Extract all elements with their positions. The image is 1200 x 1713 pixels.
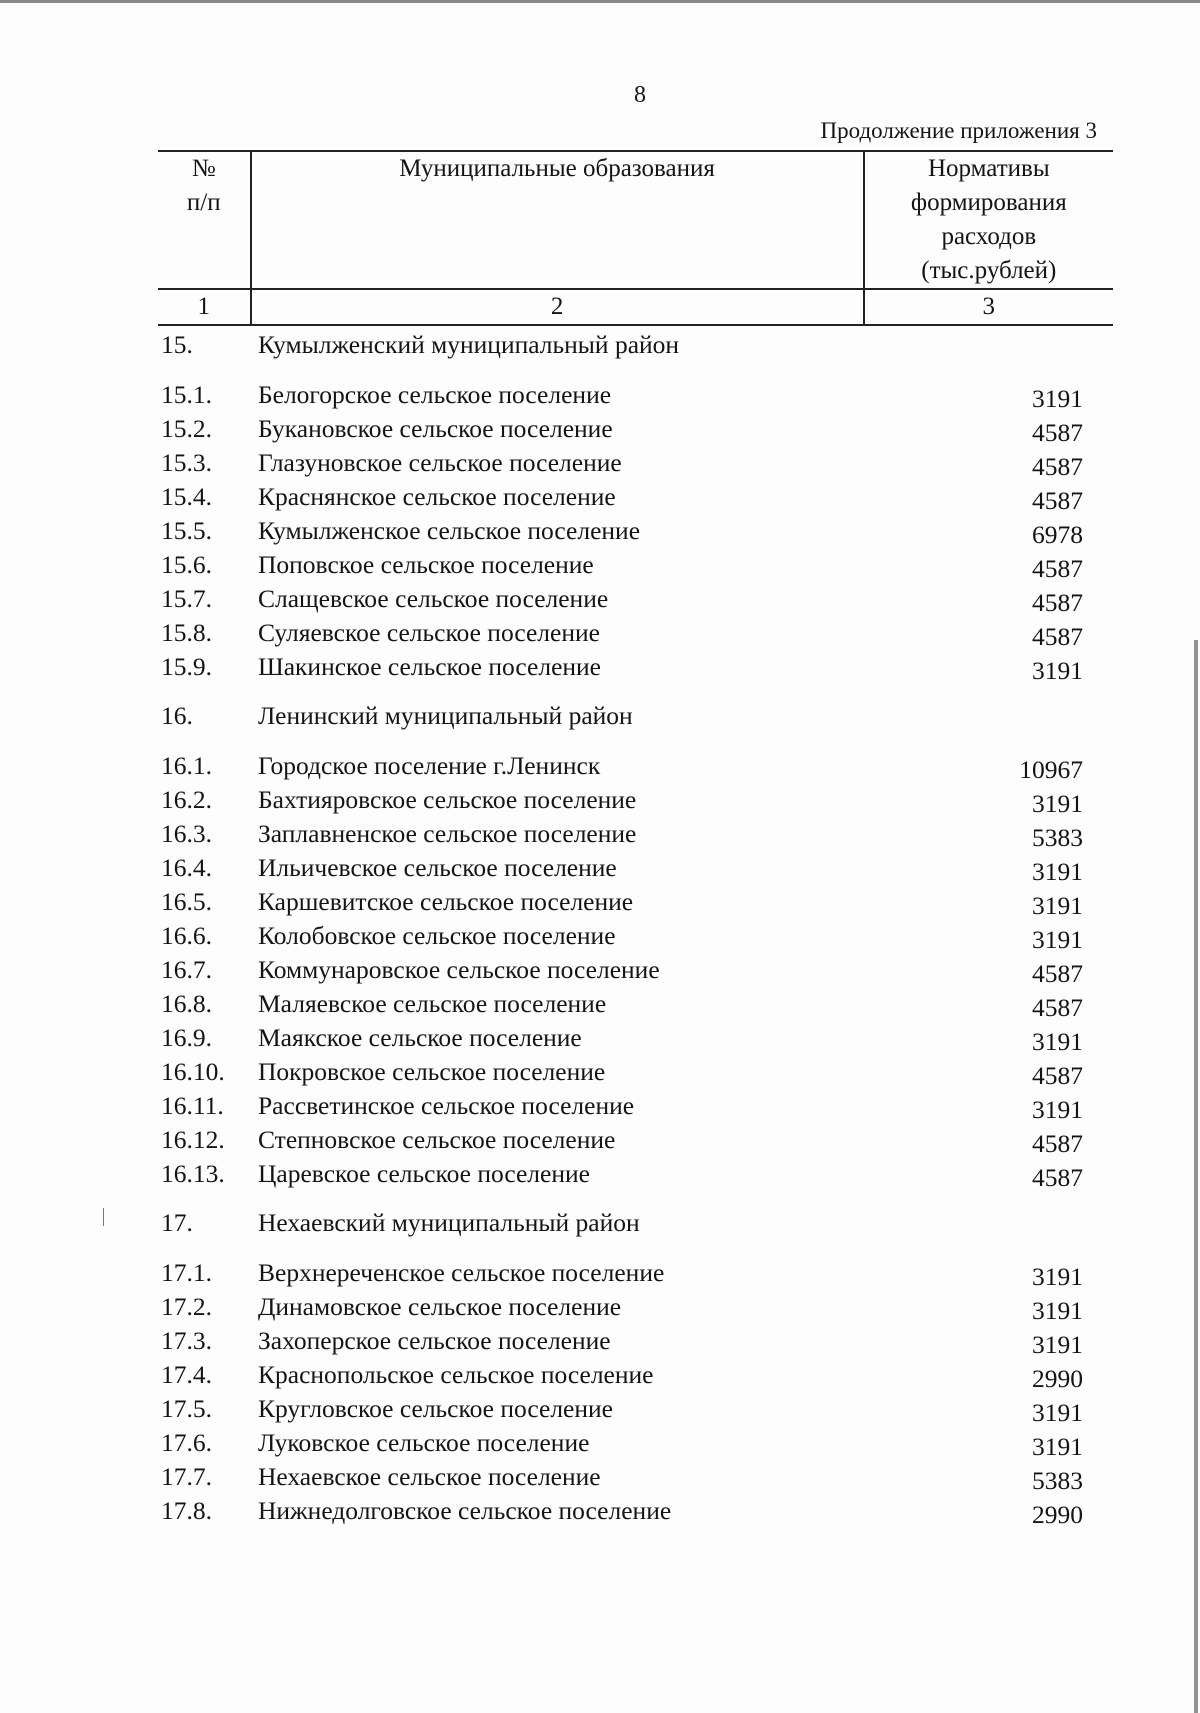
table-row: [0, 1159, 1200, 1193]
header-col-number-line: п/п: [186, 189, 221, 216]
table-row: [0, 785, 1200, 819]
row-municipality-name: Маляевское сельское поселение: [258, 989, 607, 1018]
section-gap: [0, 686, 1200, 701]
header-col-norms: [864, 151, 1113, 289]
row-norm-value: 3191: [1032, 1398, 1083, 1427]
row-municipality-name: Колобовское сельское поселение: [258, 921, 616, 950]
row-municipality-name: Кумылженское сельское поселение: [258, 516, 641, 545]
district-title: Ленинский муниципальный район: [258, 701, 633, 730]
row-number: 16.2.: [161, 785, 212, 814]
row-municipality-name: Глазуновское сельское поселение: [258, 448, 622, 477]
table-row: [0, 1057, 1200, 1091]
row-number: 15.6.: [161, 550, 212, 579]
district-title: Кумылженский муниципальный район: [258, 330, 680, 359]
row-municipality-name: Рассветинское сельское поселение: [258, 1091, 635, 1120]
row-number: 16.3.: [161, 819, 212, 848]
row-norm-value: 3191: [1032, 891, 1083, 920]
row-number: 16.11.: [161, 1091, 224, 1120]
row-norm-value: 3191: [1032, 1296, 1083, 1325]
row-norm-value: 5383: [1032, 1466, 1083, 1495]
row-municipality-name: Нехаевское сельское поселение: [258, 1462, 601, 1491]
row-municipality-name: Слащевское сельское поселение: [258, 584, 609, 613]
district-heading: [0, 330, 1200, 380]
row-municipality-name: Луковское сельское поселение: [258, 1428, 590, 1457]
table-row: [0, 584, 1200, 618]
district-section: [0, 701, 1200, 1208]
row-norm-value: 3191: [1032, 1432, 1083, 1461]
row-norm-value: 3191: [1032, 656, 1083, 685]
row-municipality-name: Маякское сельское поселение: [258, 1023, 582, 1052]
table-row: [0, 1125, 1200, 1159]
row-number: 16.6.: [161, 921, 212, 950]
district-section: [0, 330, 1200, 701]
header-col-number-line: №: [191, 155, 216, 182]
row-municipality-name: Суляевское сельское поселение: [258, 618, 600, 647]
table-row: [0, 380, 1200, 414]
header-index-row: [158, 289, 1113, 325]
table-row: [0, 751, 1200, 785]
row-norm-value: 3191: [1032, 857, 1083, 886]
section-gap: [0, 1193, 1200, 1208]
header-col-norms-line: формирования: [910, 189, 1067, 216]
table-header: [158, 150, 1113, 326]
row-municipality-name: Бахтияровское сельское поселение: [258, 785, 637, 814]
district-number: 17.: [161, 1208, 193, 1237]
header-col-norms-line: (тыс.рублей): [921, 257, 1057, 284]
table-row: [0, 1360, 1200, 1394]
row-number: 17.8.: [161, 1496, 212, 1525]
row-norm-value: 4587: [1032, 418, 1083, 447]
page-number: 8: [634, 82, 646, 108]
row-municipality-name: Степновское сельское поселение: [258, 1125, 616, 1154]
district-heading: [0, 1208, 1200, 1258]
row-number: 17.3.: [161, 1326, 212, 1355]
header-col-norms-line: Нормативы: [927, 155, 1050, 182]
row-norm-value: 6978: [1032, 520, 1083, 549]
row-number: 15.5.: [161, 516, 212, 545]
header-index-2: 2: [251, 289, 864, 325]
row-municipality-name: Букановское сельское поселение: [258, 414, 613, 443]
row-norm-value: 4587: [1032, 1129, 1083, 1158]
row-norm-value: 3191: [1032, 384, 1083, 413]
row-municipality-name: Белогорское сельское поселение: [258, 380, 612, 409]
row-norm-value: 4587: [1032, 554, 1083, 583]
table-row: [0, 819, 1200, 853]
district-section: [0, 1208, 1200, 1530]
row-norm-value: 4587: [1032, 1061, 1083, 1090]
row-municipality-name: Поповское сельское поселение: [258, 550, 594, 579]
table-row: [0, 1023, 1200, 1057]
district-title: Нехаевский муниципальный район: [258, 1208, 640, 1237]
table-body: [0, 330, 1200, 1530]
table-row: [0, 1326, 1200, 1360]
table-row: [0, 1258, 1200, 1292]
row-municipality-name: Царевское сельское поселение: [258, 1159, 590, 1188]
row-number: 15.4.: [161, 482, 212, 511]
row-norm-value: 2990: [1032, 1500, 1083, 1529]
header-index-3: 3: [864, 289, 1113, 325]
row-norm-value: 4587: [1032, 959, 1083, 988]
row-number: 15.2.: [161, 414, 212, 443]
row-municipality-name: Краснопольское сельское поселение: [258, 1360, 654, 1389]
row-norm-value: 4587: [1032, 588, 1083, 617]
row-number: 17.5.: [161, 1394, 212, 1423]
row-municipality-name: Нижнедолговское сельское поселение: [258, 1496, 672, 1525]
row-municipality-name: Ильичевское сельское поселение: [258, 853, 617, 882]
table-row: [0, 1091, 1200, 1125]
row-municipality-name: Динамовское сельское поселение: [258, 1292, 622, 1321]
row-norm-value: 3191: [1032, 925, 1083, 954]
row-number: 16.5.: [161, 887, 212, 916]
table-row: [0, 448, 1200, 482]
row-municipality-name: Верхнереченское сельское поселение: [258, 1258, 665, 1287]
row-municipality-name: Заплавненское сельское поселение: [258, 819, 637, 848]
row-norm-value: 3191: [1032, 789, 1083, 818]
row-norm-value: 4587: [1032, 452, 1083, 481]
table-row: [0, 618, 1200, 652]
table-row: [0, 1292, 1200, 1326]
row-number: 16.10.: [161, 1057, 225, 1086]
row-number: 16.4.: [161, 853, 212, 882]
row-municipality-name: Городское поселение г.Ленинск: [258, 751, 601, 780]
district-number: 15.: [161, 330, 193, 359]
row-number: 16.9.: [161, 1023, 212, 1052]
row-number: 16.12.: [161, 1125, 225, 1154]
header-col-municipality: Муниципальные образования: [251, 151, 864, 289]
header-col-norms-line: расходов: [941, 223, 1037, 250]
table-row: [0, 414, 1200, 448]
row-number: 17.4.: [161, 1360, 212, 1389]
row-norm-value: 3191: [1032, 1330, 1083, 1359]
row-municipality-name: Коммунаровское сельское поселение: [258, 955, 660, 984]
row-number: 17.1.: [161, 1258, 212, 1287]
row-municipality-name: Покровское сельское поселение: [258, 1057, 606, 1086]
row-municipality-name: Краснянское сельское поселение: [258, 482, 616, 511]
table-row: [0, 921, 1200, 955]
row-number: 16.8.: [161, 989, 212, 1018]
row-number: 16.13.: [161, 1159, 225, 1188]
table-row: [0, 482, 1200, 516]
table-row: [0, 652, 1200, 686]
row-number: 17.6.: [161, 1428, 212, 1457]
row-norm-value: 4587: [1032, 486, 1083, 515]
header-col-number: [158, 151, 251, 289]
row-norm-value: 3191: [1032, 1262, 1083, 1291]
row-norm-value: 5383: [1032, 823, 1083, 852]
table-row: [0, 853, 1200, 887]
district-number: 16.: [161, 701, 193, 730]
row-number: 15.1.: [161, 380, 212, 409]
row-number: 17.2.: [161, 1292, 212, 1321]
appendix-caption: Продолжение приложения 3: [820, 118, 1097, 143]
table-row: [0, 516, 1200, 550]
header-row: [158, 151, 1113, 289]
row-municipality-name: Шакинское сельское поселение: [258, 652, 601, 681]
row-number: 17.7.: [161, 1462, 212, 1491]
table-row: [0, 1428, 1200, 1462]
row-norm-value: 4587: [1032, 993, 1083, 1022]
header-index-1: 1: [158, 289, 251, 325]
district-heading: [0, 701, 1200, 751]
table-row: [0, 989, 1200, 1023]
row-number: 15.3.: [161, 448, 212, 477]
row-norm-value: 3191: [1032, 1027, 1083, 1056]
row-norm-value: 4587: [1032, 1163, 1083, 1192]
row-municipality-name: Захоперское сельское поселение: [258, 1326, 611, 1355]
table-row: [0, 550, 1200, 584]
row-number: 15.7.: [161, 584, 212, 613]
table-row: [0, 887, 1200, 921]
table-row: [0, 1462, 1200, 1496]
row-number: 15.8.: [161, 618, 212, 647]
row-norm-value: 4587: [1032, 622, 1083, 651]
row-number: 16.1.: [161, 751, 212, 780]
scan-edge-top: [0, 0, 1200, 3]
table-row: [0, 955, 1200, 989]
row-number: 16.7.: [161, 955, 212, 984]
row-norm-value: 10967: [1019, 755, 1083, 784]
row-norm-value: 3191: [1032, 1095, 1083, 1124]
row-norm-value: 2990: [1032, 1364, 1083, 1393]
table-row: [0, 1394, 1200, 1428]
row-municipality-name: Каршевитское сельское поселение: [258, 887, 634, 916]
table-row: [0, 1496, 1200, 1530]
row-municipality-name: Кругловское сельское поселение: [258, 1394, 613, 1423]
row-number: 15.9.: [161, 652, 212, 681]
